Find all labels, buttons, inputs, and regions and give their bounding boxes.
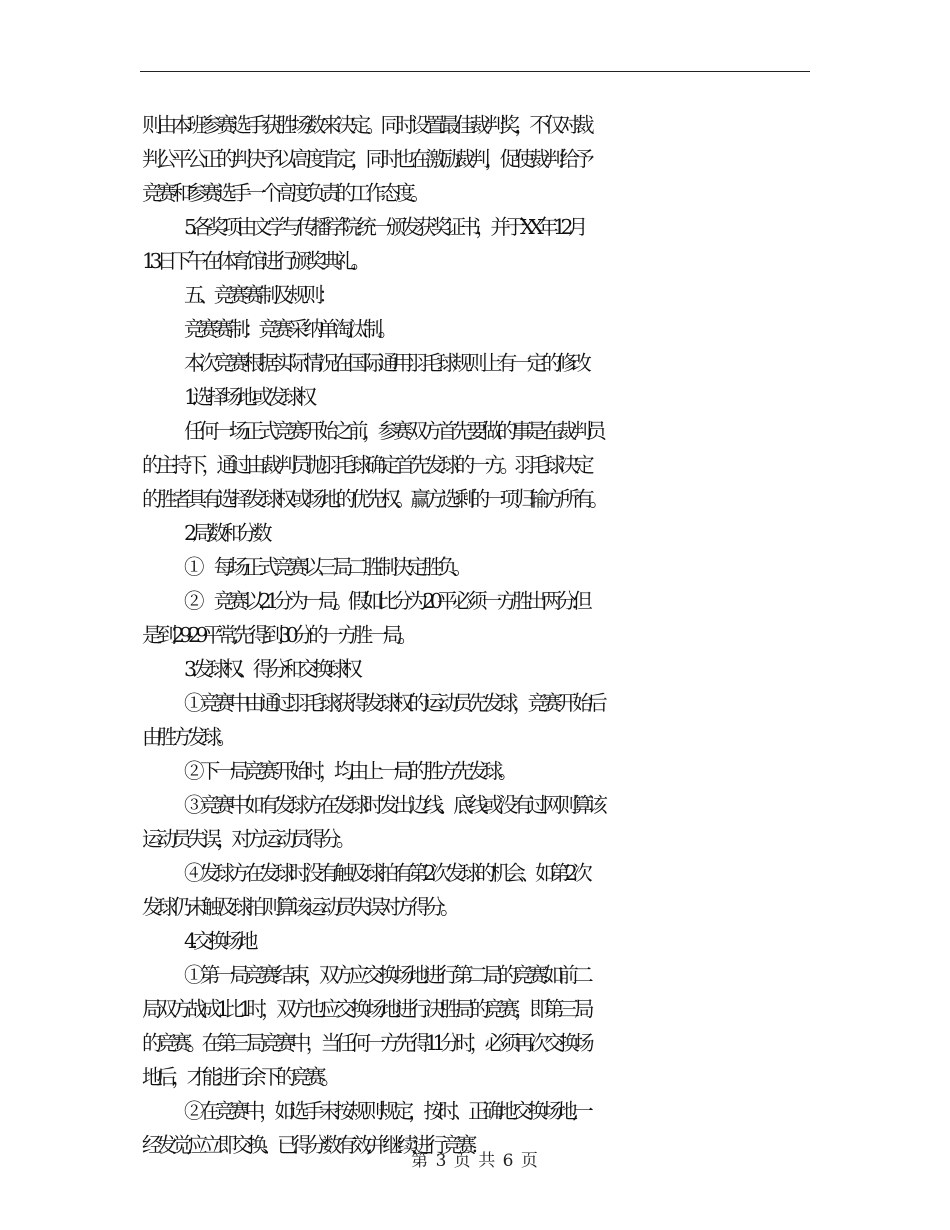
text-line: 判公平公正的判决予以高度肯定，同时也在激励裁判，促使裁判给予 [142,147,589,171]
text-line: ② 竞赛以21分为一局。假如比分为20平必须一方胜出两分.但 [184,589,588,613]
text-line: 五、竞赛赛制及规则： [184,283,333,307]
text-line: 2.局数和分数 [184,521,267,545]
text-line: ③ 竞赛中如有发球方在发球时发出边线、底线或没有过网则算该 [184,793,603,817]
text-line: 则由本班参赛选手获胜场数来决定。同时设置最佳裁判奖，不仅对裁 [142,113,589,137]
text-line: ④ 发球方在发球时没有触及球拍有第2次发球的机会、如第2次 [184,861,588,885]
text-line: ② 在竞赛中，如选手未按规则规定，按时、正确地交换场地,一 [184,1099,589,1123]
text-line: 的主持下，通过由裁判员抛羽毛球确定首先发球的一方。羽毛球决定 [142,453,589,477]
text-line: 4. 交换场地 [184,929,253,953]
text-line: 局双方战成1比1时，双方也应交换场地进行决胜局的竞赛，即第三局 [142,997,589,1021]
text-line: ② 下一局竞赛开始时，均由上一局的胜方先发球。 [184,759,513,783]
text-line: 3. 发球权、得分和交换球权 [184,657,358,681]
text-line: 本次竞赛根据实际情况在国际通用羽毛球规则上有一定的修改 [184,351,587,375]
text-line: 是到29-29平常,先得到30分的一方胜一局。 [142,623,413,647]
header-rule [140,71,810,72]
text-line: 发球仍未触及球拍则算该运动员失误对方得分。 [142,895,455,919]
text-line: ① 第一局竞赛结束，双方应交换场地进行第二局的竞赛.如前二 [184,963,589,987]
document-body [142,108,812,1162]
text-line: ① 竞赛中由通过羽毛球获得发球权的运动员先发球，竞赛开始后 [184,691,603,715]
text-line: 竞赛赛制：竞赛采纳单淘汰制。 [184,317,393,341]
text-line: 地后，才能进行余下的竞赛。 [142,1065,336,1089]
text-line: 经发觉,应立即交换、已得分数有效,并继续进行竞赛. [142,1133,473,1157]
text-line: 任何一场正式竞赛开始之前，参赛双方首先要做的事是在裁判员 [184,419,602,443]
text-line: 运动员失误，对方运动员得分。 [142,827,351,851]
text-line: 的竞赛。在第三局竞赛中，当任何一方先得11分时，必须再次交换场 [142,1031,589,1055]
text-line: 5.各奖项由文学与传播学院统一颁发获奖证书，并于XX年12月 [184,215,583,239]
page-footer: 第 3 页 共 6 页 [411,1151,539,1171]
text-line: 1.选择场地或发球权 [184,385,312,409]
text-line: 由胜方发球。 [142,725,232,749]
text-line: ① 每场正式竞赛以三局二胜制决定胜负。 [184,555,468,579]
text-line: 竞赛和参赛选手一个高度负责的工作态度。 [142,181,426,205]
text-line: 13日下午在体育馆进行颁奖典礼。 [142,249,366,273]
text-line: 的胜者具有选择发球权或场地的优先权。赢方选剩的一项归输方所有。 [142,487,604,511]
